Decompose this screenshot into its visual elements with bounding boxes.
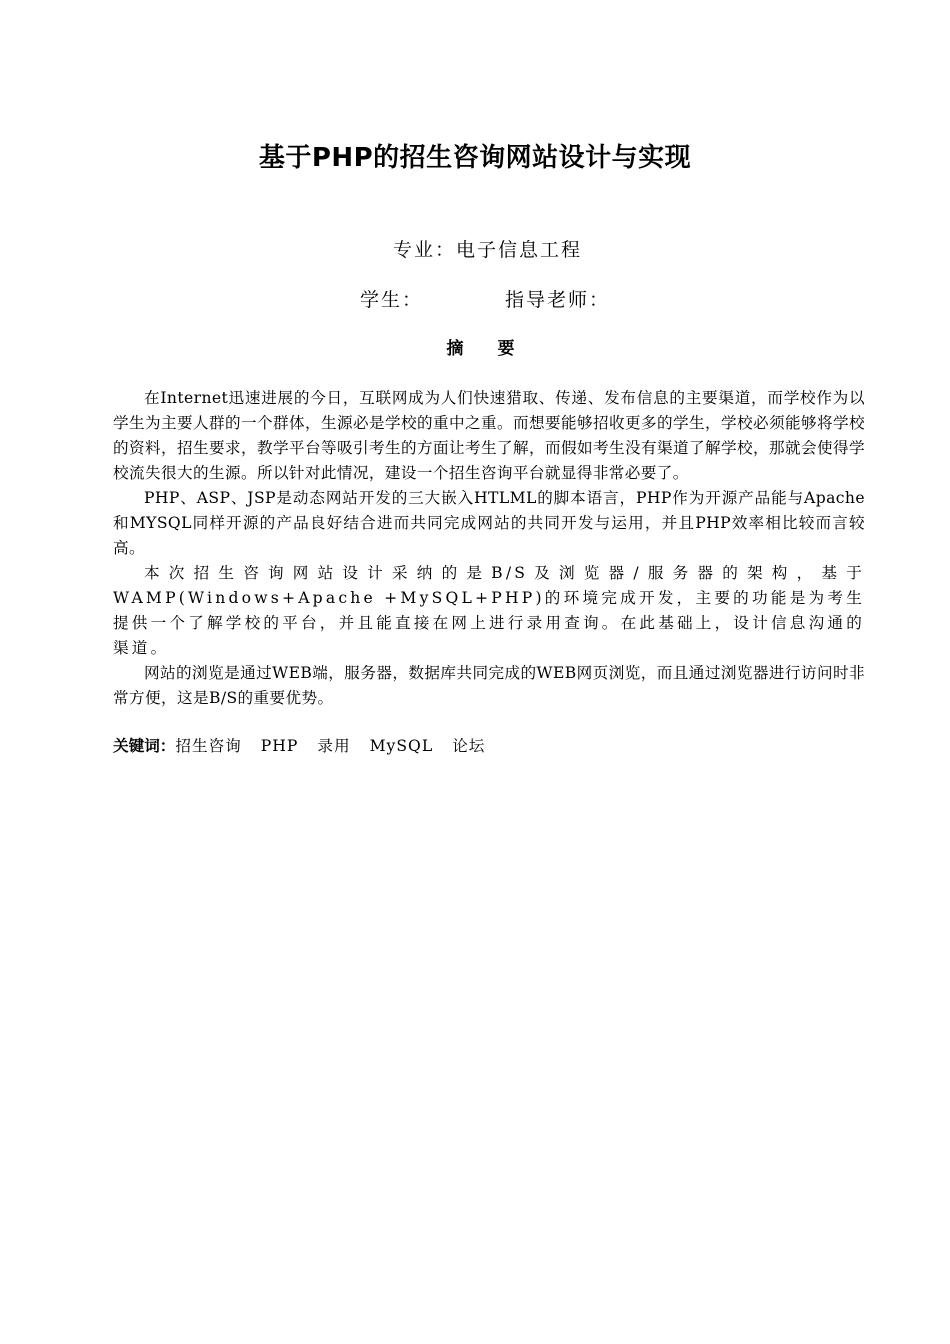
abstract-body: [113, 386, 865, 711]
abstract-paragraph: 网站的浏览是通过WEB端，服务器，数据库共同完成的WEB网页浏览，而且通过浏览器进行访问时非常方便，这是B/S的重要优势。: [113, 664, 866, 707]
major-line: 专业：电子信息工程: [392, 239, 582, 261]
advisor-label: 指导老师：: [505, 289, 611, 311]
keywords-line: [113, 734, 504, 759]
abstract-heading: 摘 要: [446, 339, 529, 359]
student-label: 学生：: [360, 289, 424, 311]
keyword: 论坛: [452, 737, 486, 755]
keywords-label: 关键词：: [113, 737, 176, 755]
abstract-paragraph: PHP、ASP、JSP是动态网站开发的三大嵌入HTLML的脚本语言，PHP作为开源产品能与Apache和MYSQL同样开源的产品良好结合进而共同完成网站的共同开发与运用，并且PHP效率相比较而言较高。: [113, 489, 865, 557]
abstract-paragraph: 在Internet迅速进展的今日，互联网成为人们快速猎取、传递、发布信息的主要渠道，而学校作为以学生为主要人群的一个群体，生源必是学校的重中之重。而想要能够招收更多的学生，学校必须能够将学校的资料，招生要求，教学平台等吸引考生的方面让考生了解，而假如考生没有渠道了解学校，那就会使得学校流失很大的生源。所以针对此情况，建设一个招生咨询平台就显得非常必要了。: [113, 389, 865, 482]
keyword: MySQL: [369, 737, 434, 755]
paper-title: 基于PHP的招生咨询网站设计与实现: [258, 143, 692, 173]
student-advisor-line: [360, 286, 611, 314]
abstract-paragraph: 本次招生咨询网站设计采纳的是B/S及浏览器/服务器的架构，基于WAMP(Windows+Apache +MySQL+PHP)的环境完成开发，主要的功能是为考生提供一个了解学校的平台，并且能直接在网上进行录用查询。在此基础上，设计信息沟通的渠道。: [113, 564, 865, 657]
keyword: 招生咨询: [175, 737, 242, 755]
keyword: PHP: [260, 737, 299, 755]
keyword: 录用: [317, 737, 351, 755]
